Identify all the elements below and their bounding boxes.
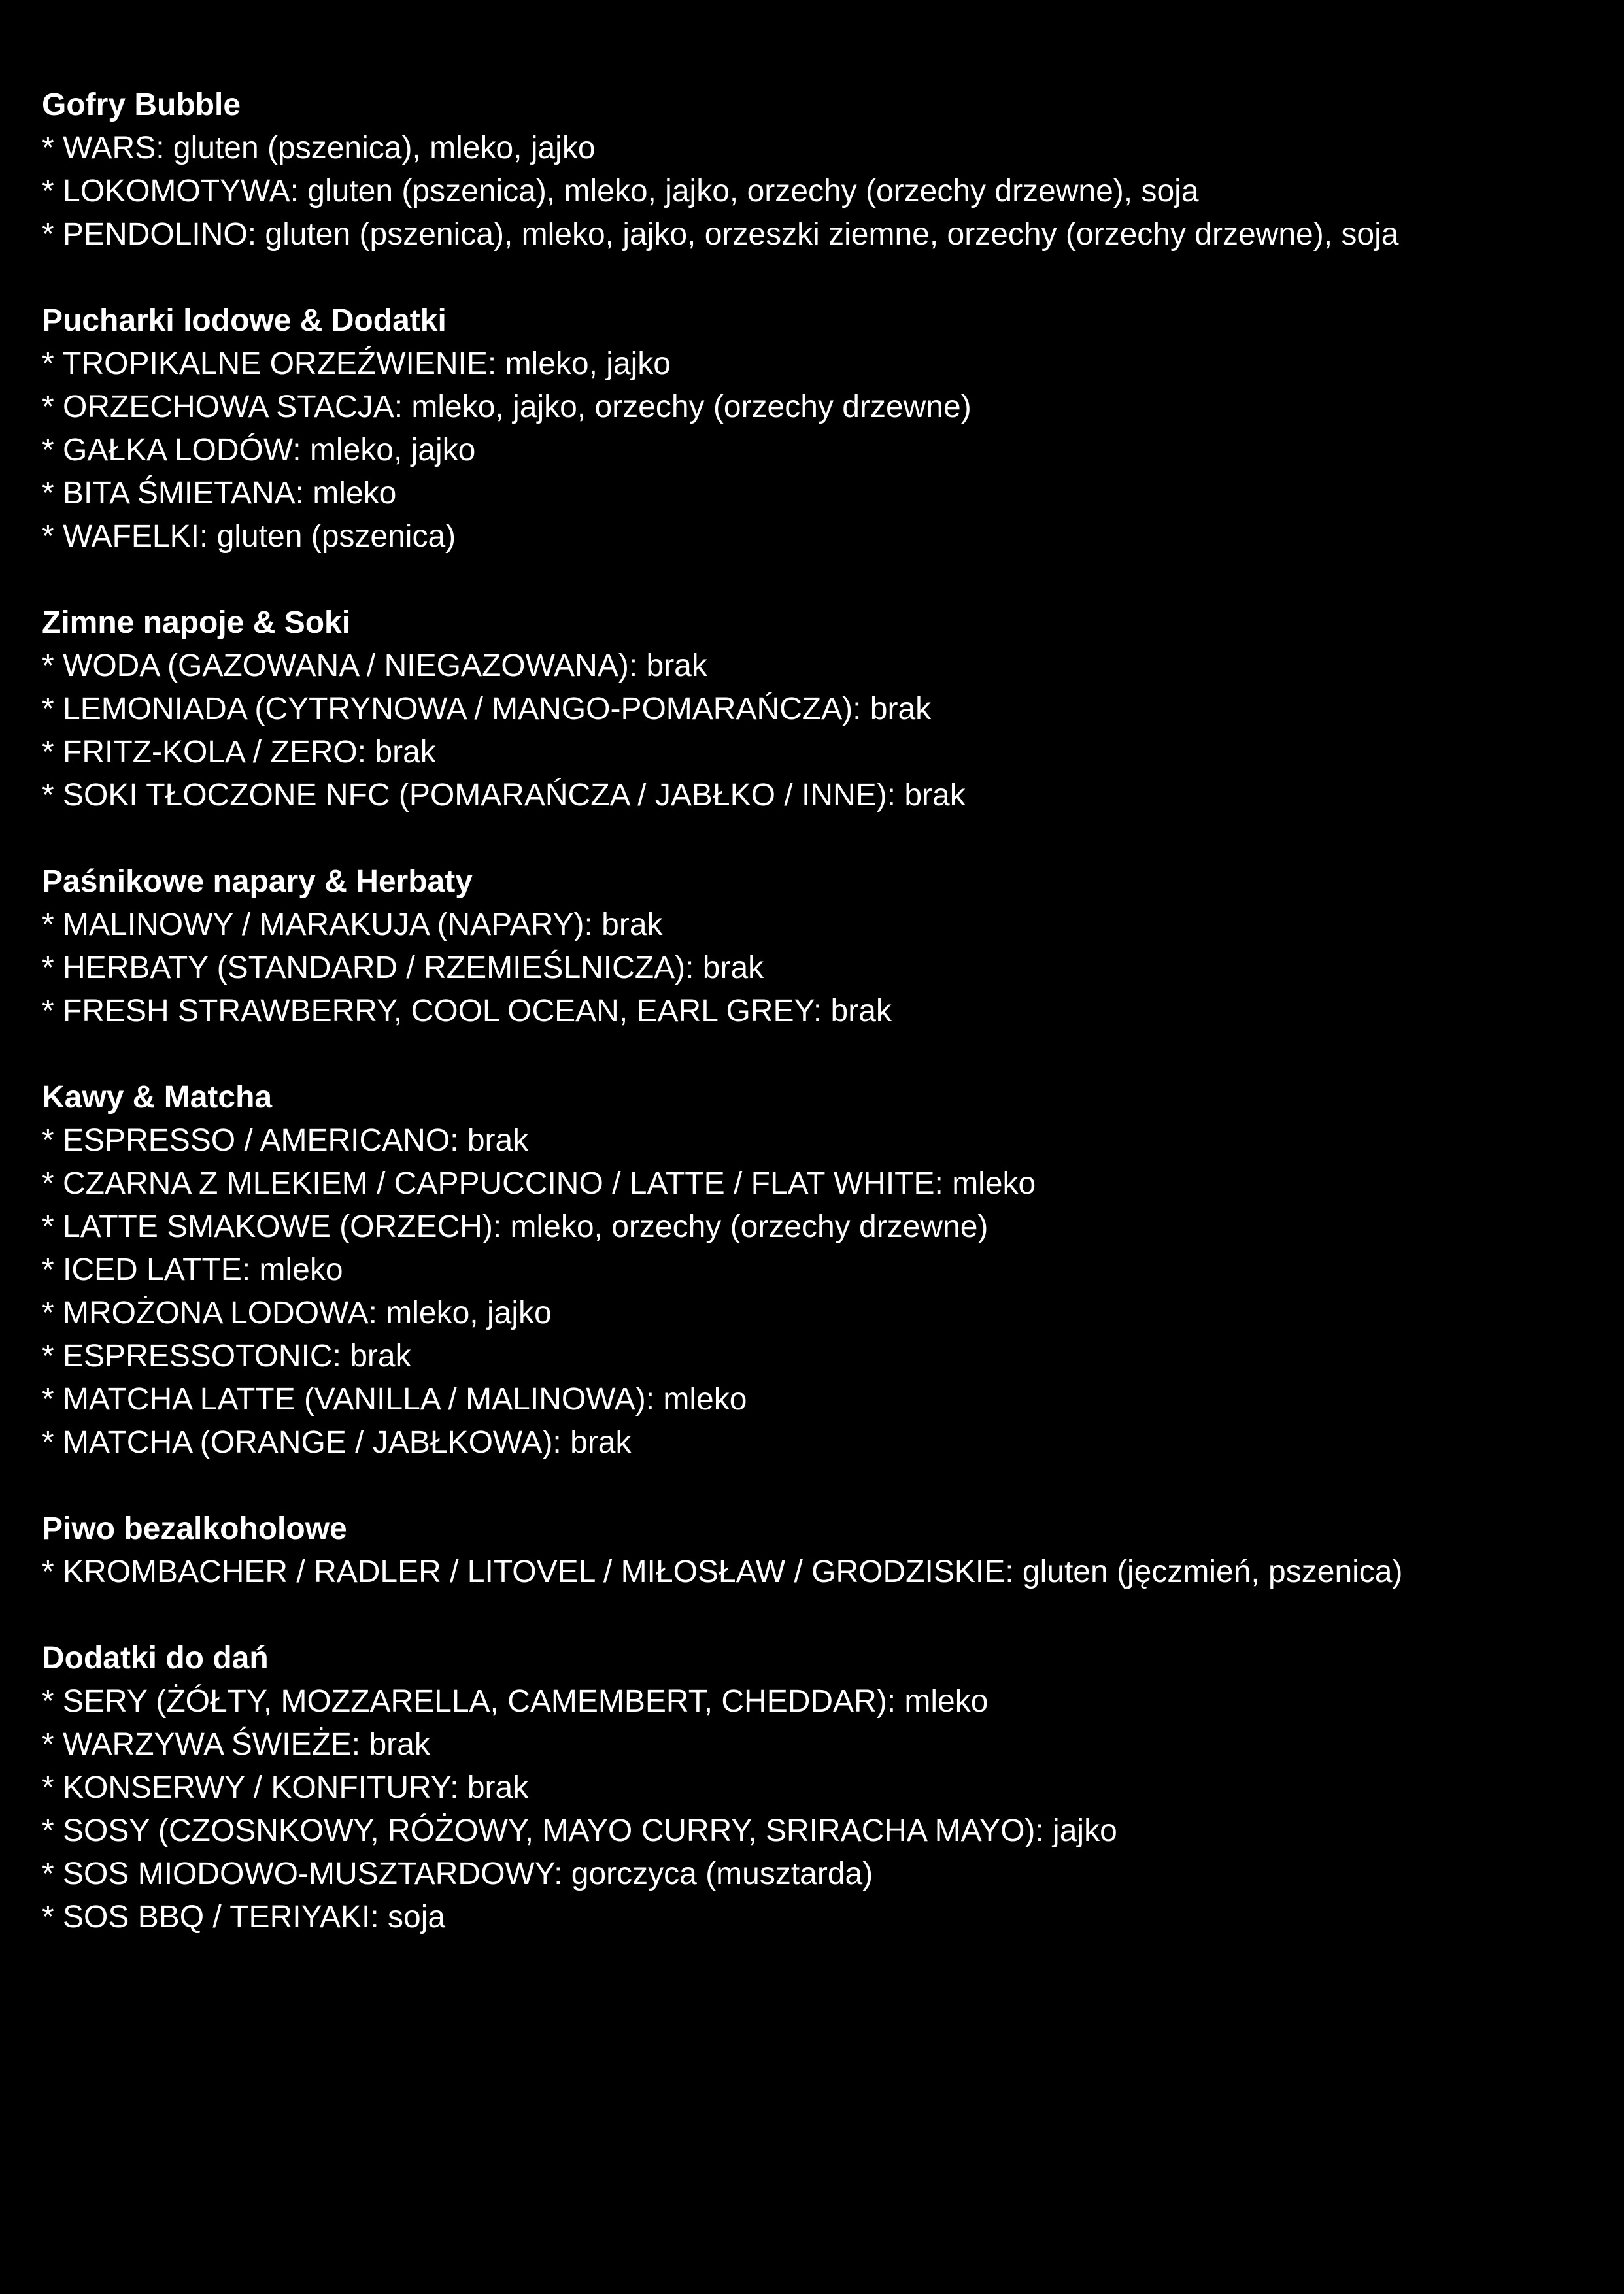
list-item: * WAFELKI: gluten (pszenica) <box>42 519 456 554</box>
section-heading: Dodatki do dań <box>42 1641 269 1676</box>
list-item: * SOS BBQ / TERIYAKI: soja <box>42 1900 446 1934</box>
list-item: * BITA ŚMIETANA: mleko <box>42 476 397 511</box>
list-item: * PENDOLINO: gluten (pszenica), mleko, jajko, orzeszki ziemne, orzechy (orzechy drzewne), soja <box>42 217 1399 252</box>
section-zimne-napoje <box>42 601 1598 817</box>
list-item: * SOS MIODOWO-MUSZTARDOWY: gorczyca (musztarda) <box>42 1857 873 1891</box>
list-item: * TROPIKALNE ORZEŹWIENIE: mleko, jajko <box>42 346 671 381</box>
list-item: * GAŁKA LODÓW: mleko, jajko <box>42 433 476 467</box>
section-heading: Zimne napoje & Soki <box>42 605 351 640</box>
section-kawy-matcha <box>42 1076 1598 1464</box>
list-item: * FRITZ-KOLA / ZERO: brak <box>42 735 436 769</box>
list-item: * KONSERWY / KONFITURY: brak <box>42 1770 529 1805</box>
list-item: * WODA (GAZOWANA / NIEGAZOWANA): brak <box>42 649 707 683</box>
list-item: * FRESH STRAWBERRY, COOL OCEAN, EARL GREY: brak <box>42 994 892 1028</box>
list-item: * SERY (ŻÓŁTY, MOZZARELLA, CAMEMBERT, CHEDDAR): mleko <box>42 1684 989 1719</box>
section-heading: Gofry Bubble <box>42 88 241 122</box>
section-heading: Piwo bezalkoholowe <box>42 1511 347 1546</box>
section-heading: Pucharki lodowe & Dodatki <box>42 303 447 338</box>
section-gofry-bubble <box>42 84 1598 256</box>
section-pucharki-lodowe <box>42 299 1598 558</box>
list-item: * SOKI TŁOCZONE NFC (POMARAŃCZA / JABŁKO / INNE): brak <box>42 778 966 813</box>
list-item: * CZARNA Z MLEKIEM / CAPPUCCINO / LATTE / FLAT WHITE: mleko <box>42 1166 1036 1201</box>
section-dodatki-do-dan <box>42 1637 1598 1939</box>
section-piwo-bezalkoholowe <box>42 1508 1598 1594</box>
list-item: * SOSY (CZOSNKOWY, RÓŻOWY, MAYO CURRY, SRIRACHA MAYO): jajko <box>42 1813 1117 1848</box>
list-item: * HERBATY (STANDARD / RZEMIEŚLNICZA): brak <box>42 951 764 985</box>
list-item: * LEMONIADA (CYTRYNOWA / MANGO-POMARAŃCZA): brak <box>42 692 932 726</box>
list-item: * ESPRESSO / AMERICANO: brak <box>42 1123 529 1158</box>
list-item: * MATCHA (ORANGE / JABŁKOWA): brak <box>42 1425 632 1460</box>
section-heading: Kawy & Matcha <box>42 1080 273 1115</box>
list-item: * ICED LATTE: mleko <box>42 1253 343 1287</box>
list-item: * ORZECHOWA STACJA: mleko, jajko, orzechy (orzechy drzewne) <box>42 390 972 424</box>
list-item: * LOKOMOTYWA: gluten (pszenica), mleko, jajko, orzechy (orzechy drzewne), soja <box>42 174 1199 209</box>
list-item: * WARZYWA ŚWIEŻE: brak <box>42 1727 430 1762</box>
list-item: * ESPRESSOTONIC: brak <box>42 1339 411 1374</box>
list-item: * WARS: gluten (pszenica), mleko, jajko <box>42 131 596 165</box>
list-item: * MATCHA LATTE (VANILLA / MALINOWA): mleko <box>42 1382 747 1417</box>
list-item: * MROŻONA LODOWA: mleko, jajko <box>42 1296 552 1330</box>
list-item: * LATTE SMAKOWE (ORZECH): mleko, orzechy (orzechy drzewne) <box>42 1209 989 1244</box>
list-item: * KROMBACHER / RADLER / LITOVEL / MIŁOSŁAW / GRODZISKIE: gluten (jęczmień, pszenica) <box>42 1555 1403 1589</box>
section-pasnikowe-napary <box>42 860 1598 1033</box>
section-heading: Paśnikowe napary & Herbaty <box>42 864 473 899</box>
list-item: * MALINOWY / MARAKUJA (NAPARY): brak <box>42 907 663 942</box>
allergen-document <box>42 84 1598 1982</box>
